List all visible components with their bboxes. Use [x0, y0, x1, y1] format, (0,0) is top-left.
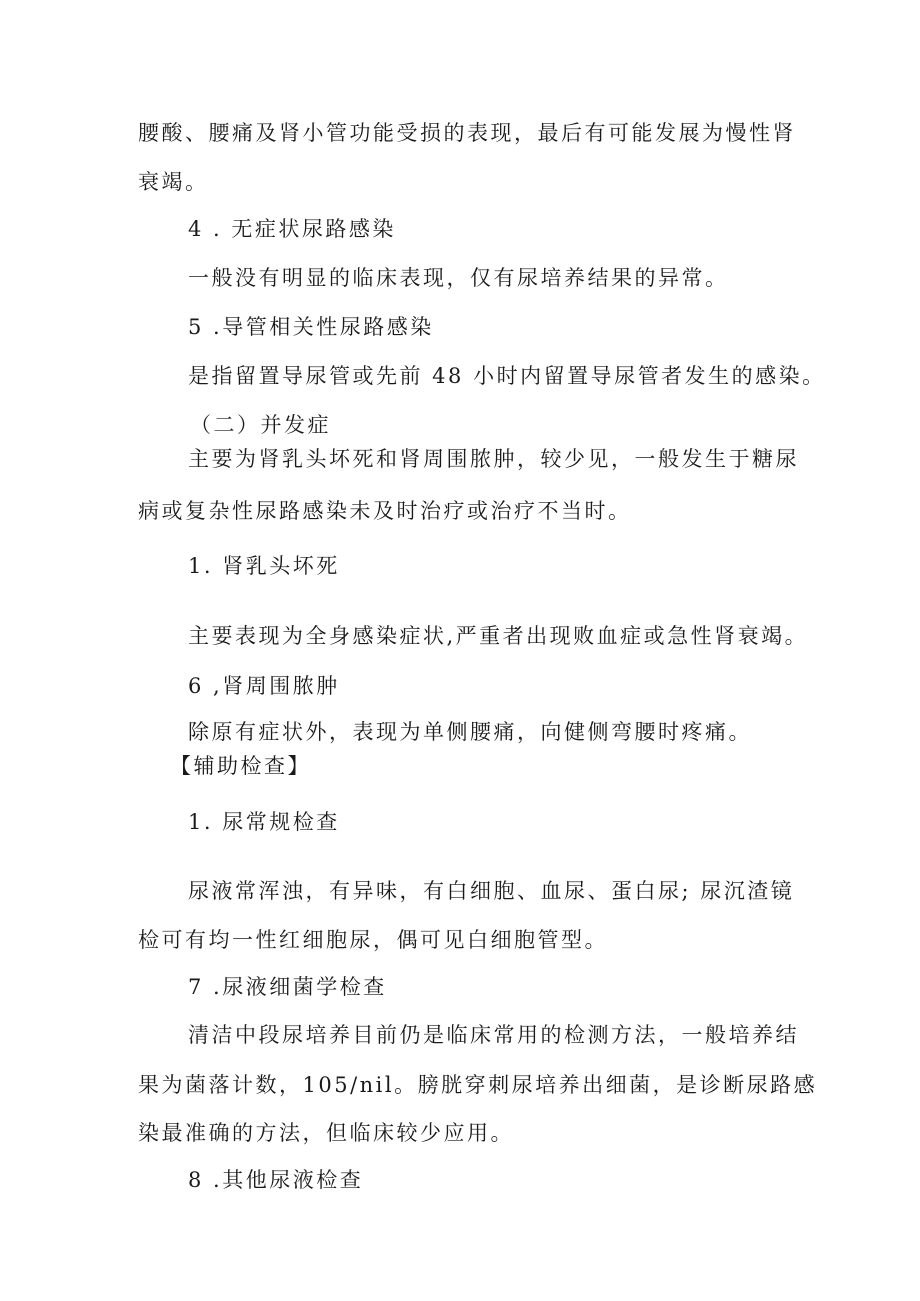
paragraph-line: 清洁中段尿培养目前仍是临床常用的检测方法，一般培养结 [188, 1023, 799, 1047]
paragraph-line: 主要表现为全身感染症状,严重者出现败血症或急性肾衰竭。 [188, 624, 809, 648]
paragraph-line: 除原有症状外，表现为单侧腰痛，向健侧弯腰时疼痛。 [188, 720, 752, 744]
section-heading: 5 .导管相关性尿路感染 [188, 315, 434, 339]
paragraph-line: 检可有均一性红细胞尿，偶可见白细胞管型。 [138, 928, 608, 952]
paragraph-line: 尿液常浑浊，有异味，有白细胞、血尿、蛋白尿; 尿沉渣镜 [188, 879, 795, 903]
paragraph-line: 衰竭。 [138, 170, 209, 194]
section-heading: 6 ,肾周围脓肿 [188, 674, 340, 698]
section-heading: 【辅助检查】 [170, 754, 311, 778]
paragraph-line: 腰酸、腰痛及肾小管功能受损的表现，最后有可能发展为慢性肾 [138, 121, 796, 145]
section-heading: 8 .其他尿液检查 [188, 1168, 364, 1192]
paragraph-line: 是指留置导尿管或先前 48 小时内留置导尿管者发生的感染。 [188, 364, 826, 388]
paragraph-line: 病或复杂性尿路感染未及时治疗或治疗不当时。 [138, 499, 632, 523]
paragraph-line: 染最准确的方法，但临床较少应用。 [138, 1121, 514, 1145]
section-heading: 4 . 无症状尿路感染 [188, 217, 396, 241]
paragraph-line: 一般没有明显的临床表现，仅有尿培养结果的异常。 [188, 266, 729, 290]
paragraph-line: 主要为肾乳头坏死和肾周围脓肿，较少见，一般发生于糖尿 [188, 447, 799, 471]
section-heading: 7 .尿液细菌学检查 [188, 975, 387, 999]
section-heading: 1. 肾乳头坏死 [188, 554, 340, 578]
section-heading: 1. 尿常规检查 [188, 810, 340, 834]
paragraph-line: 果为菌落计数，105/nil。膀胱穿刺尿培养出细菌，是诊断尿路感 [138, 1073, 818, 1097]
section-heading: （二）并发症 [190, 413, 331, 437]
